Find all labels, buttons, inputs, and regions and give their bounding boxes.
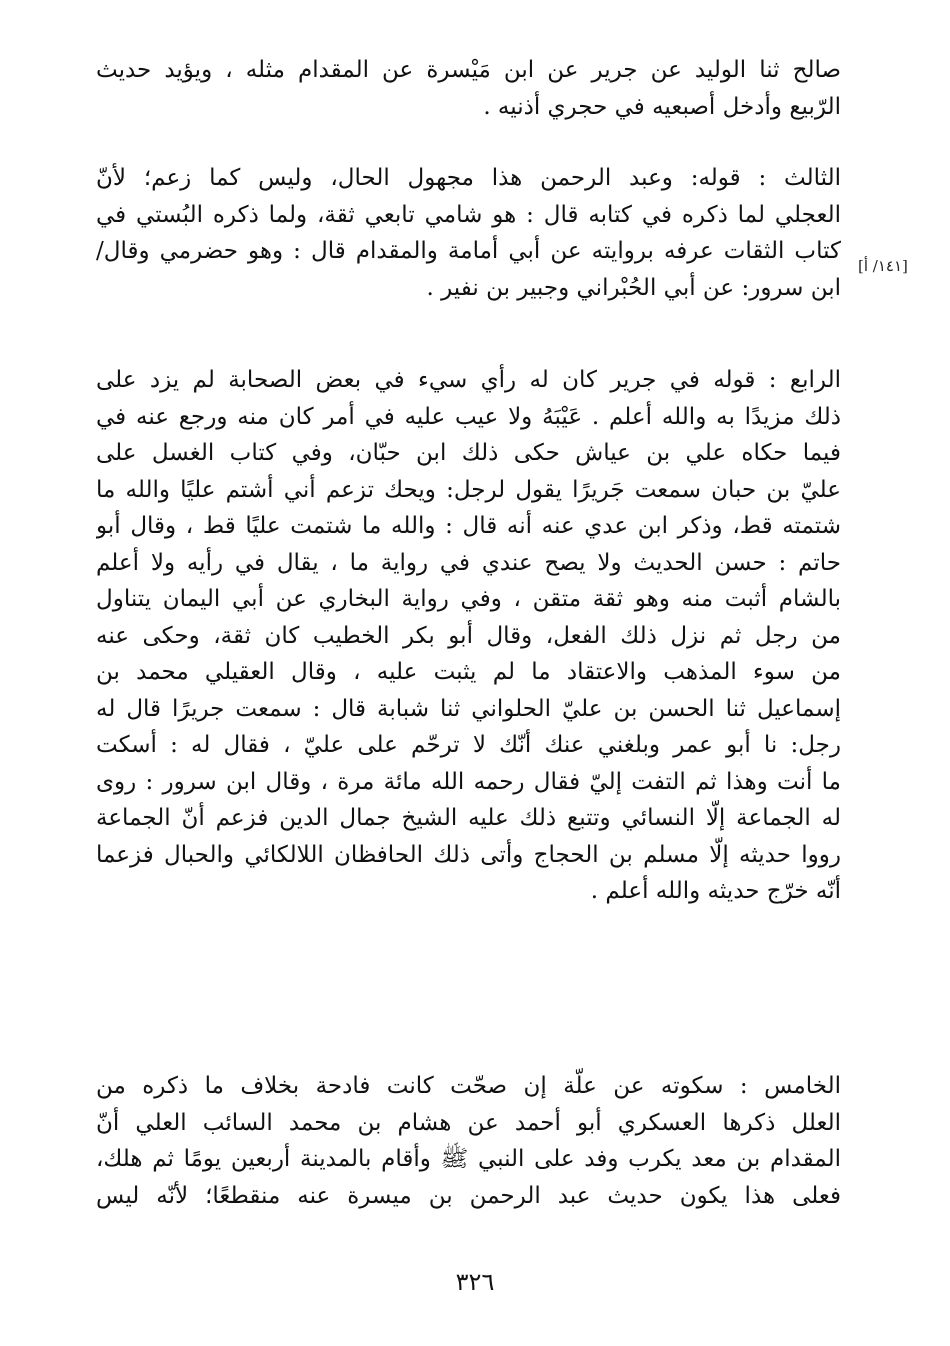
text-line: من رجل ثم نزل ذلك الفعل، وقال أبو بكر الخطيب كان ثقة، وحكى عنه [96, 622, 841, 649]
text-line: فيما حكاه علي بن عياش حكى ذلك ابن حبّان، وفي كتاب الغسل على [96, 440, 841, 466]
text-line: حاتم : حسن الحديث ولا يصح عندي في رواية ما ، يقال في رأيه ولا أعلم [96, 549, 841, 576]
text-line: فعلى هذا يكون حديث عبد الرحمن بن ميسرة عنه منقطعًا؛ لأنّه ليس [96, 1182, 841, 1209]
text-line: ابن سرور: عن أبي الحُبْراني وجبير بن نفير . [426, 274, 841, 301]
text-line: الرابع : قوله في جرير كان له رأي سيء في بعض الصحابة لم يزد على [96, 367, 841, 393]
text-line: صالح ثنا الوليد عن جرير عن ابن مَيْسرة عن المقدام مثله ، ويؤيد حديث [96, 57, 841, 83]
text-line: أنّه خرّج حديثه والله أعلم . [590, 878, 841, 904]
text-line: إسماعيل ثنا الحسن بن عليّ الحلواني ثنا شبابة قال : سمعت جريرًا قال له [96, 695, 841, 722]
text-line: من سوء المذهب والاعتقاد ما لم يثبت عليه ، وقال العقيلي محمد بن [96, 659, 841, 685]
margin-reference: [١٤١/ أ] [858, 257, 908, 275]
paragraph-2 [96, 160, 841, 306]
text-line: كتاب الثقات عرفه بروايته عن أبي أمامة والمقدام قال : وهو حضرمي وقال/ [96, 238, 841, 264]
paragraph-3 [96, 362, 841, 910]
text-line: الخامس : سكوته عن علّة إن صحّت كانت فادحة بخلاف ما ذكره من [96, 1073, 841, 1099]
text-line: الثالث : قوله: وعبد الرحمن هذا مجهول الحال، وليس كما زعم؛ لأنّ [96, 165, 841, 191]
page-number: ٣٢٦ [455, 1268, 495, 1296]
text-line: ما أنت وهذا ثم التفت إليّ فقال رحمه الله مائة مرة ، وقال ابن سرور : روى [96, 768, 841, 795]
paragraph-4 [96, 1068, 841, 1214]
text-line: المقدام بن معد يكرب وفد على النبي ﷺ وأقام بالمدينة أربعين يومًا ثم هلك، [96, 1146, 841, 1172]
text-line: عليّ بن حبان سمعت جَريرًا يقول لرجل: ويحك تزعم أني أشتم عليًا والله ما [96, 476, 841, 503]
text-line: العجلي لما ذكره في كتابه قال : هو شامي تابعي ثقة، ولما ذكره البُستي في [96, 201, 841, 228]
text-line: العلل ذكرها العسكري أبو أحمد عن هشام بن محمد السائب العلي أنّ [96, 1109, 841, 1136]
text-line: ذلك مزيدًا به والله أعلم . عَيْبَهُ ولا عيب عليه في أمر كان منه ورجع عنه في [96, 403, 841, 430]
paragraph-1 [96, 52, 841, 125]
text-line: له الجماعة إلّا النسائي وتتبع ذلك عليه الشيخ جمال الدين فزعم أنّ الجماعة [96, 805, 841, 831]
text-line: شتمته قط، وذكر ابن عدي عنه أنه قال : والله ما شتمت عليًا قط ، وقال أبو [96, 513, 841, 539]
text-line: الرّبيع وأدخل أصبعيه في حجري أذنيه . [483, 93, 841, 120]
text-line: بالشام أثبت منه وهو ثقة متقن ، وفي رواية البخاري عن أبي اليمان يتناول [96, 586, 841, 612]
text-line: رجل: نا أبو عمر وبلغني عنك أنّك لا ترحّم على عليّ ، فقال له : أسكت [96, 732, 841, 758]
text-line: رووا حديثه إلّا مسلم بن الحجاج وأتى ذلك الحافظان اللالكائي والحبال فزعما [96, 841, 841, 868]
